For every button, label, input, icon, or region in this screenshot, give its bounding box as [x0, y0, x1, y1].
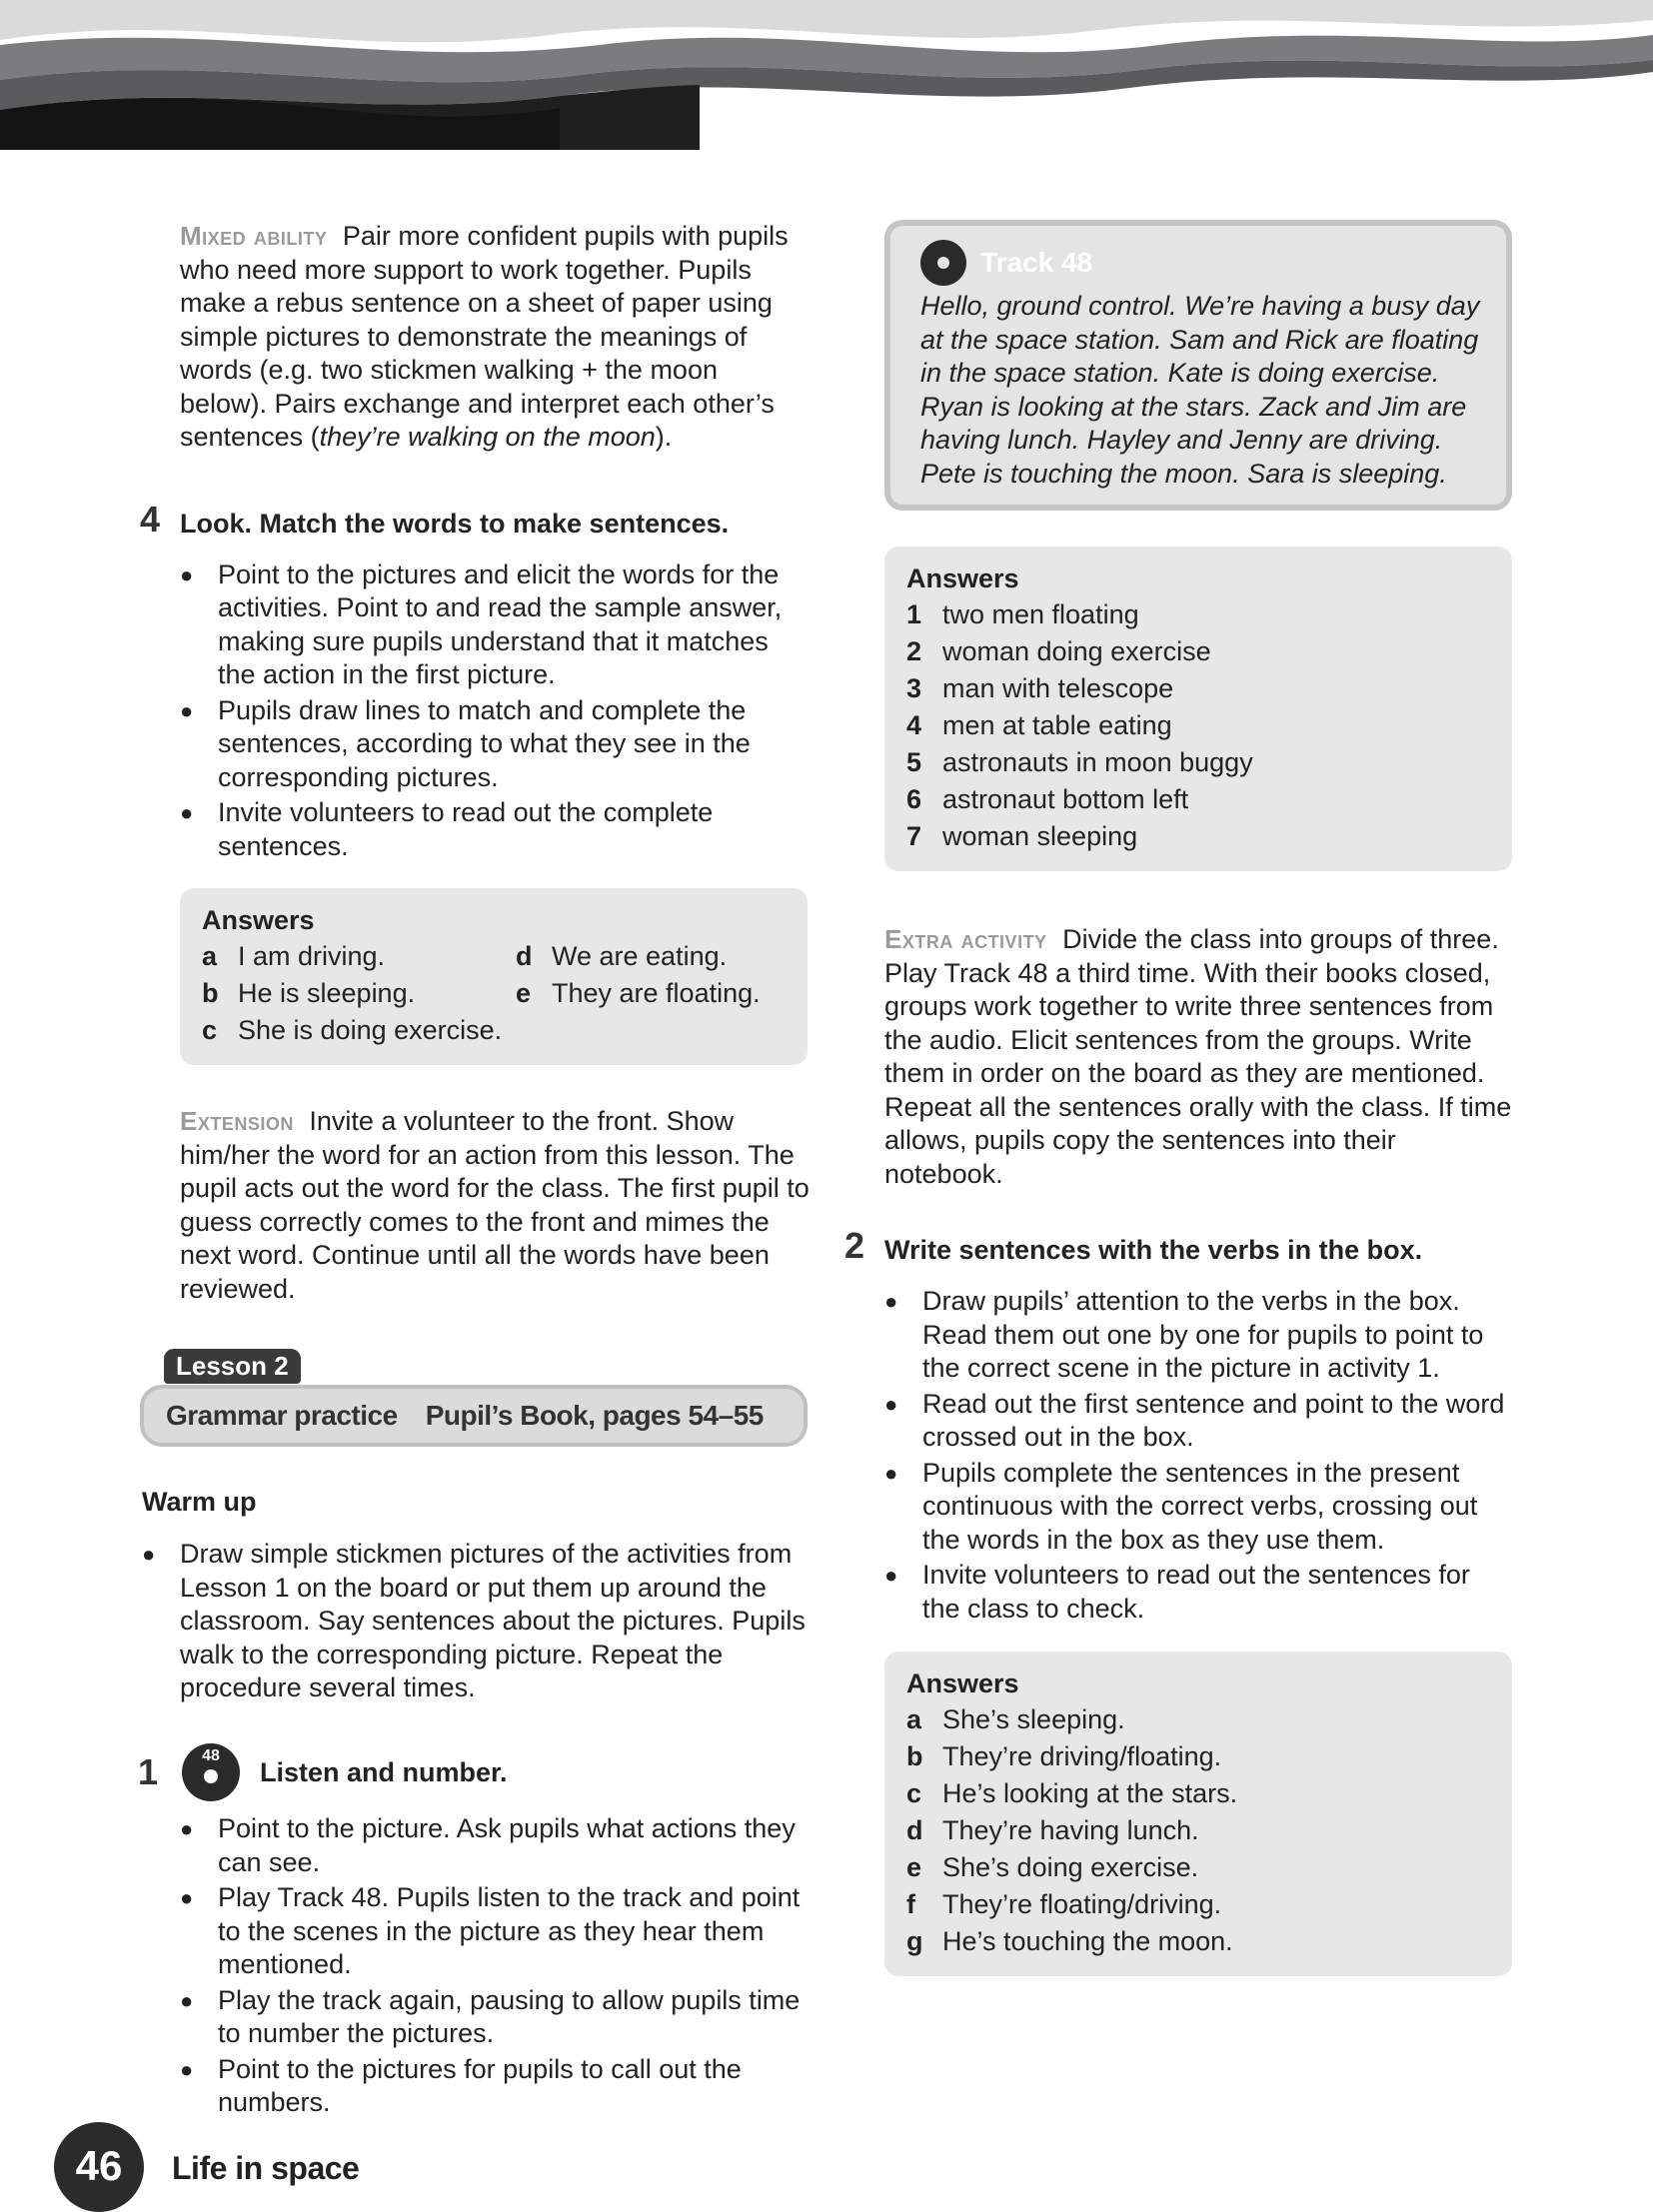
bullet-icon: ●: [884, 1563, 898, 1588]
list-item: [180, 1984, 810, 2051]
bullet-icon: ●: [884, 1289, 898, 1314]
extension-text: Invite a volunteer to the front. Show him/her the word for an action from this lesson. The pupil acts out the word for the class. The first pupil to guess correctly comes to the front and mimes the next word. Continue until all the words have been reviewed.: [180, 1106, 810, 1304]
answer-row: [906, 707, 1490, 744]
lesson-tag: Lesson 2: [164, 1349, 301, 1384]
answer-row: [906, 1738, 1490, 1775]
audio-cd-icon: [920, 240, 966, 286]
list-item: [180, 558, 810, 692]
track-answers-box: [884, 547, 1512, 871]
answer-row: [516, 975, 766, 1012]
answer-letter: b: [202, 978, 219, 1008]
bullet-icon: ●: [180, 1987, 194, 2013]
bullet-text: Draw pupils’ attention to the verbs in the box. Read them out one by one for pupils to point to the correct scene in the picture in activity 1.: [922, 1286, 1484, 1383]
activity-2-answers-box: [884, 1652, 1512, 1976]
answer-text: He’s looking at the stars.: [942, 1778, 1238, 1808]
answer-text: astronauts in moon buggy: [942, 747, 1253, 777]
answer-row: [906, 1886, 1490, 1923]
answer-row: [906, 818, 1490, 855]
answer-row: [516, 938, 766, 975]
extension-label: Extension: [180, 1106, 294, 1136]
bullet-text: Invite volunteers to read out the sentences for the class to check.: [922, 1560, 1470, 1624]
answers-grid: [202, 938, 786, 1049]
unit-title: Life in space: [172, 2150, 360, 2186]
list-item: [142, 1538, 812, 1705]
bullet-text: Draw simple stickmen pictures of the activities from Lesson 1 on the board or put them up around the classroom. Say sentences about the pictures. Pupils walk to the corresponding picture. Repeat the procedure several times.: [180, 1539, 806, 1702]
bullet-icon: ●: [180, 800, 194, 825]
answer-letter: e: [516, 978, 532, 1008]
answer-text: They’re driving/floating.: [942, 1741, 1222, 1771]
bullet-icon: ●: [142, 1542, 156, 1567]
mixed-ability-text-end: ).: [655, 422, 673, 452]
answer-row: [906, 596, 1490, 633]
answer-text: They’re floating/driving.: [942, 1889, 1222, 1919]
extension-note: [180, 1105, 810, 1306]
answer-number: 3: [906, 673, 922, 703]
extra-activity-label: Extra activity: [884, 924, 1047, 954]
extra-activity-note: [884, 923, 1512, 1191]
answer-text: I am driving.: [238, 941, 386, 971]
answer-row: [906, 1701, 1490, 1738]
bullet-text: Read out the first sentence and point to the word crossed out in the box.: [922, 1388, 1505, 1452]
answer-text: He’s touching the moon.: [942, 1926, 1233, 1956]
answer-letter: d: [516, 941, 533, 971]
answer-text: men at table eating: [942, 710, 1172, 740]
activity-4-heading: [140, 498, 810, 541]
answer-letter: d: [906, 1815, 923, 1845]
answer-letter: g: [906, 1926, 923, 1956]
right-column: [844, 220, 1512, 1976]
answers-heading: Answers: [906, 1668, 1019, 1698]
bullet-icon: ●: [180, 1816, 194, 1841]
answer-text: He is sleeping.: [238, 978, 416, 1008]
answers-heading: Answers: [906, 563, 1019, 593]
bullet-text: Point to the picture. Ask pupils what actions they can see.: [218, 1813, 796, 1877]
answer-row: [906, 744, 1490, 781]
answer-row: [906, 1775, 1490, 1812]
activity-4-answers-box: [180, 888, 808, 1065]
list-item: [180, 1812, 810, 1879]
bullet-text: Invite volunteers to read out the complete sentences.: [218, 797, 714, 861]
bullet-text: Pupils draw lines to match and complete the sentences, according to what they see in the corresponding pictures.: [218, 694, 751, 792]
track-transcript: Hello, ground control. We’re having a busy day at the space station. Sam and Rick are floating in the space station. Kate is doing exercise. Ryan is looking at the stars. Zack and Jim are having lunch. Hayley and Jenny are driving. Pete is touching the moon. Sara is sleeping.: [920, 291, 1480, 489]
answer-number: 7: [906, 821, 922, 851]
bullet-text: Pupils complete the sentences in the present continuous with the correct verbs, crossing out the words in the box as they use them.: [922, 1457, 1478, 1555]
answer-letter: c: [202, 1015, 218, 1045]
answer-row: [906, 1812, 1490, 1849]
bullet-icon: ●: [180, 1885, 194, 1910]
answer-row: [906, 670, 1490, 707]
mixed-ability-example: they’re walking on the moon: [319, 422, 656, 452]
list-item: [884, 1559, 1512, 1626]
answer-row: [906, 781, 1490, 818]
list-item: [180, 694, 810, 795]
activity-number: 2: [844, 1225, 865, 1266]
activity-4-steps: [180, 558, 810, 864]
list-item: [180, 1881, 810, 1982]
answer-text: She’s doing exercise.: [942, 1852, 1199, 1882]
bullet-text: Play the track again, pausing to allow pupils time to number the pictures.: [218, 1984, 801, 2048]
answer-row: [202, 938, 516, 975]
activity-1-steps: [180, 1812, 810, 2120]
answer-row: [906, 1923, 1490, 1960]
answer-text: woman doing exercise: [942, 636, 1211, 666]
mixed-ability-note: [180, 220, 810, 455]
warm-up-heading: Warm up: [142, 1487, 257, 1517]
bullet-icon: ●: [180, 697, 194, 723]
answer-letter: f: [906, 1889, 915, 1919]
answer-row: [202, 975, 516, 1012]
answer-text: She is doing exercise.: [238, 1015, 503, 1045]
bullet-icon: ●: [884, 1460, 898, 1486]
mixed-ability-text: Pair more confident pupils with pupils who need more support to work together. Pupils make a rebus sentence on a sheet of paper using simple pictures to demonstrate the meanings of words (e.g. two stickmen walking + the moon below). Pairs exchange and interpret each other’s sentences (: [180, 221, 789, 452]
answer-text: two men floating: [942, 599, 1139, 629]
activity-1-heading: [138, 1743, 508, 1801]
bullet-text: Play Track 48. Pupils listen to the track and point to the scenes in the picture as they hear them mentioned.: [218, 1882, 801, 1979]
bullet-text: Point to the pictures for pupils to call out the numbers.: [218, 2053, 742, 2117]
answer-text: They are floating.: [552, 978, 761, 1008]
list-item: [884, 1457, 1512, 1558]
answer-text: astronaut bottom left: [942, 784, 1189, 814]
answer-text: woman sleeping: [942, 821, 1138, 851]
bullet-icon: ●: [884, 1391, 898, 1417]
warm-up-section: [142, 1487, 812, 1707]
answer-number: 5: [906, 747, 922, 777]
page-number: 46: [54, 2122, 144, 2212]
answer-row: [202, 1012, 766, 1049]
left-column: [140, 220, 810, 1306]
track-number: 48: [202, 1747, 220, 1764]
answer-letter: a: [202, 941, 218, 971]
bullet-icon: ●: [180, 561, 194, 587]
activity-2-heading: [844, 1225, 1512, 1267]
activity-2-steps: [884, 1285, 1512, 1626]
list-item: [884, 1285, 1512, 1386]
activity-number: 4: [140, 498, 161, 540]
header-wave-decoration: [0, 0, 1653, 150]
bullet-icon: ●: [180, 2056, 194, 2082]
lesson-pages: Pupil’s Book, pages 54–55: [425, 1400, 764, 1431]
list-item: [884, 1388, 1512, 1455]
answer-number: 4: [906, 710, 922, 740]
list-item: [180, 2053, 810, 2120]
list-item: [180, 796, 810, 863]
track-48-box: [884, 220, 1512, 511]
activity-title: Look. Match the words to make sentences.: [180, 508, 730, 539]
extra-activity-text: Divide the class into groups of three. Play Track 48 a third time. With their books closed, groups work together to write three sentences from the audio. Elicit sentences from the groups. Write them in order on the board as they are mentioned. Repeat all the sentences orally with the class. If time allows, pupils copy the sentences into their notebook.: [884, 924, 1512, 1189]
answer-row: [906, 633, 1490, 670]
answer-text: man with telescope: [942, 673, 1174, 703]
answer-text: They’re having lunch.: [942, 1815, 1199, 1845]
mixed-ability-label: Mixed ability: [180, 221, 328, 251]
activity-title: Write sentences with the verbs in the box.: [884, 1235, 1423, 1265]
lesson-title: Grammar practice: [166, 1400, 398, 1431]
answer-text: We are eating.: [552, 941, 728, 971]
lesson-bar: [140, 1385, 808, 1447]
answer-letter: a: [906, 1704, 922, 1734]
activity-1-steps-wrap: [180, 1812, 810, 2122]
warm-up-steps: [142, 1538, 812, 1705]
activity-number: 1: [138, 1751, 159, 1792]
answer-text: She’s sleeping.: [942, 1704, 1125, 1734]
answers-heading: Answers: [202, 905, 315, 935]
answer-number: 1: [906, 599, 922, 629]
answer-row: [906, 1849, 1490, 1886]
answer-number: 6: [906, 784, 922, 814]
track-title: Track 48: [980, 247, 1093, 278]
answer-letter: b: [906, 1741, 923, 1771]
bullet-text: Point to the pictures and elicit the words for the activities. Point to and read the sample answer, making sure pupils understand that it matches the action in the first picture.: [218, 558, 783, 689]
activity-title: Listen and number.: [260, 1756, 508, 1787]
answer-letter: e: [906, 1852, 922, 1882]
audio-cd-icon: [182, 1743, 240, 1801]
answer-number: 2: [906, 636, 922, 666]
track-header: [920, 240, 1480, 286]
answer-letter: c: [906, 1778, 922, 1808]
